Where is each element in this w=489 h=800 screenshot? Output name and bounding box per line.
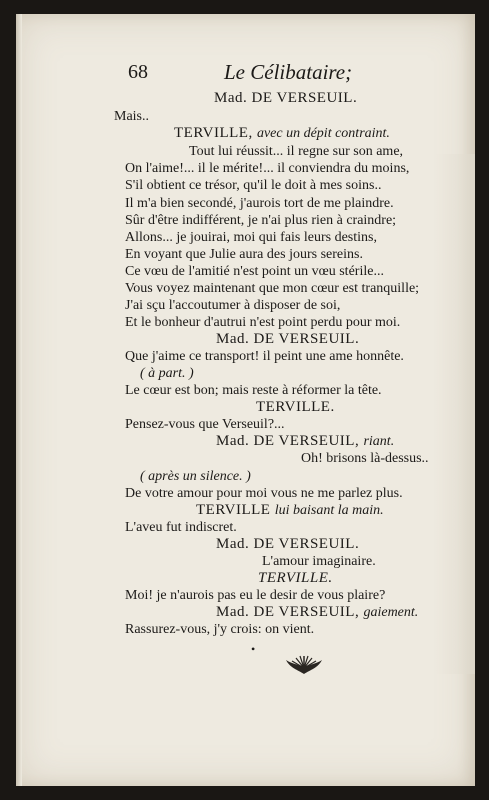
fleuron-ornament [284, 654, 324, 676]
verse-line: Que j'aime ce transport! il peint une ame honnête. [125, 349, 404, 364]
verse-line: Oh! brisons là-dessus.. [301, 451, 429, 466]
speaker-heading: TERVILLE lui baisant la main. [196, 502, 384, 518]
page-gutter [16, 14, 22, 786]
verse-line: L'aveu fut indiscret. [125, 520, 237, 535]
verse-line: Mais.. [114, 109, 149, 124]
verse-line: Sûr d'être indifférent, je n'ai plus rien à craindre; [125, 213, 397, 228]
verse-line: Vous voyez maintenant que mon cœur est tranquille; [125, 281, 420, 296]
verse-line: J'ai sçu l'accoutumer à disposer de soi, [125, 298, 341, 313]
speaker-heading: Mad. DE VERSEUIL. [214, 90, 358, 106]
verse-line: L'amour imaginaire. [262, 554, 376, 569]
speaker-heading: TERVILLE. [258, 570, 333, 586]
verse-line: De votre amour pour moi vous ne me parlez plus. [125, 486, 403, 501]
verse-line: Pensez-vous que Verseuil?... [125, 417, 285, 432]
verse-line: On l'aime!... il le mérite!... il conviendra du moins, [125, 161, 410, 176]
verse-line: Allons... je jouirai, moi qui fais leurs destins, [125, 230, 377, 245]
verse-line: Le cœur est bon; mais reste à réformer la tête. [125, 383, 382, 398]
speaker-heading: Mad. DE VERSEUIL. [216, 536, 360, 552]
verse-line: Il m'a bien secondé, j'aurois tort de me plaindre. [125, 196, 394, 211]
verse-line: Tout lui réussit... il regne sur son ame, [189, 144, 404, 159]
verse-line: Ce vœu de l'amitié n'est point un vœu stérile... [125, 264, 384, 279]
verse-line: S'il obtient ce trésor, qu'il le doit à mes soins.. [125, 178, 382, 193]
ink-mark: • [251, 642, 256, 656]
verse-line: En voyant que Julie aura des jours sereins. [125, 247, 363, 262]
running-title: Le Célibataire; [224, 60, 353, 84]
stage-direction: ( à part. ) [140, 366, 194, 381]
speaker-heading: Mad. DE VERSEUIL, gaiement. [216, 604, 419, 620]
verse-line: Et le bonheur d'autrui n'est point perdu pour moi. [125, 315, 401, 330]
stage-direction: ( après un silence. ) [140, 469, 251, 484]
page-number: 68 [128, 61, 148, 83]
speaker-heading: TERVILLE. [256, 399, 335, 415]
speaker-heading: Mad. DE VERSEUIL. [216, 331, 360, 347]
verse-line: Moi! je n'aurois pas eu le desir de vous plaire? [125, 588, 386, 603]
page-edge-shadow [435, 154, 475, 674]
speaker-heading: Mad. DE VERSEUIL, riant. [216, 433, 395, 449]
book-page [16, 14, 475, 786]
speaker-heading: TERVILLE, avec un dépit contraint. [174, 125, 390, 141]
verse-line: Rassurez-vous, j'y crois: on vient. [125, 622, 315, 637]
